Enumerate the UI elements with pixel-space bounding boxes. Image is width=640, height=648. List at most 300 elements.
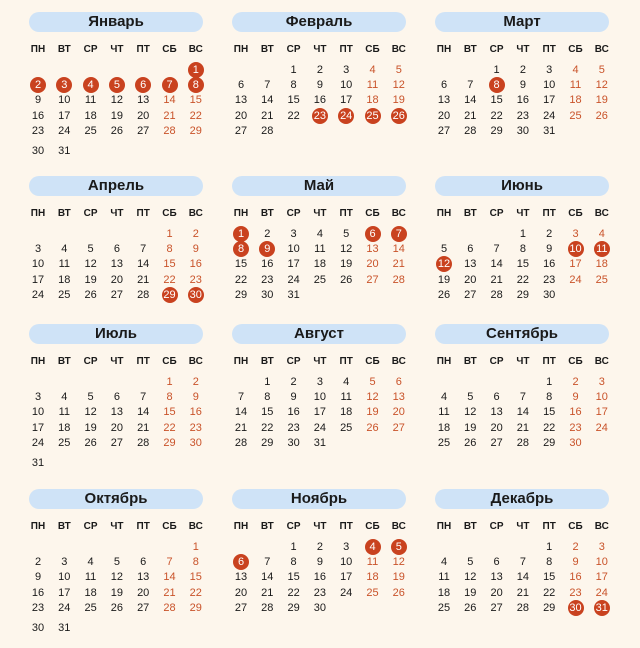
weekday-label: ВТ [57, 208, 71, 219]
calendar-day: 25 [366, 586, 379, 599]
calendar-day: 30 [543, 288, 556, 301]
calendar-day: 21 [163, 586, 176, 599]
calendar-day: 21 [516, 586, 530, 599]
weekday-label: ВТ [260, 44, 274, 55]
holiday-day: 5 [104, 77, 130, 93]
month-title: Май [232, 176, 406, 196]
holiday-day: 23 [307, 108, 333, 124]
weekday-label: ВС [594, 44, 609, 55]
calendar-day: 5 [87, 243, 94, 256]
calendar-day: 21 [464, 109, 477, 122]
holiday-day: 9 [254, 241, 280, 257]
holiday-day: 7 [386, 226, 412, 242]
holiday-day: 7 [157, 77, 183, 93]
calendar-day: 20 [110, 421, 124, 434]
weekday-label: ЧТ [313, 44, 327, 55]
calendar-day: 6 [493, 556, 500, 569]
calendar-day: 9 [192, 243, 199, 256]
calendar-day: 13 [110, 258, 124, 271]
calendar-day: 18 [437, 586, 451, 599]
holiday-day: 31 [589, 600, 615, 616]
calendar-day: 13 [490, 571, 503, 584]
calendar-day: 30 [261, 288, 274, 301]
weekday-label: ВС [391, 208, 406, 219]
calendar-day: 23 [261, 273, 274, 286]
month-title: Июль [29, 324, 203, 344]
calendar-day: 20 [464, 273, 477, 286]
calendar-day: 2 [192, 376, 199, 388]
weekday-label: ЧТ [516, 356, 530, 367]
calendar-day: 22 [287, 109, 300, 122]
calendar-day: 29 [189, 124, 202, 137]
month-title: Декабрь [435, 489, 609, 509]
calendar-day: 1 [519, 228, 526, 240]
calendar-day: 11 [438, 406, 450, 419]
weekday-label: ЧТ [313, 521, 327, 532]
weekday-label: ПН [233, 208, 249, 219]
calendar-day: 16 [31, 586, 45, 599]
calendar-day: 19 [392, 571, 405, 584]
weekday-label: СР [83, 44, 98, 55]
calendar-day: 22 [234, 273, 248, 286]
calendar-day: 21 [261, 586, 274, 599]
calendar-day: 3 [316, 376, 323, 388]
holiday-day: 8 [484, 77, 510, 93]
calendar-day: 9 [316, 556, 323, 569]
weekday-label: СБ [365, 521, 380, 532]
calendar-day: 6 [493, 391, 500, 404]
calendar-day: 9 [572, 556, 579, 569]
weekday-label: ВС [391, 521, 406, 532]
weekday-label: ЧТ [110, 44, 124, 55]
weekday-label: ВТ [463, 521, 477, 532]
weekday-label: ПТ [136, 521, 150, 532]
calendar-day: 17 [31, 421, 45, 434]
calendar-day: 12 [84, 406, 97, 419]
calendar-day: 13 [464, 258, 477, 271]
calendar-day: 25 [437, 601, 451, 614]
calendar-day: 19 [595, 94, 608, 107]
calendar-day: 5 [598, 64, 605, 76]
calendar-day: 14 [261, 571, 274, 584]
weekday-label: ВС [391, 44, 406, 55]
calendar-day: 17 [340, 571, 353, 584]
calendar-day: 4 [343, 376, 350, 388]
calendar-day: 3 [343, 541, 350, 553]
calendar-day: 11 [84, 571, 97, 584]
calendar-day: 11 [569, 79, 582, 92]
weekday-label: ЧТ [516, 521, 530, 532]
calendar-day: 23 [569, 421, 582, 434]
calendar-day: 11 [84, 94, 97, 107]
calendar-day: 22 [490, 109, 503, 122]
calendar-day: 13 [137, 571, 150, 584]
weekday-label: ПН [30, 356, 46, 367]
calendar-day: 23 [31, 601, 45, 614]
calendar-day: 28 [261, 124, 274, 137]
holiday-day: 1 [183, 62, 209, 78]
calendar-day: 10 [543, 79, 556, 92]
calendar-day: 21 [137, 421, 150, 434]
calendar-day: 20 [137, 109, 150, 122]
weekday-label: СБ [365, 208, 380, 219]
calendar-day: 17 [58, 109, 71, 122]
calendar-day: 19 [110, 109, 124, 122]
calendar-day: 20 [437, 109, 451, 122]
calendar-day: 21 [234, 421, 248, 434]
calendar-day: 17 [313, 406, 327, 419]
calendar-day: 24 [287, 273, 300, 286]
calendar-day: 15 [261, 406, 274, 419]
calendar-day: 3 [34, 391, 42, 404]
calendar-day: 6 [395, 376, 402, 388]
weekday-label: ПН [30, 521, 46, 532]
calendar-day: 31 [543, 124, 556, 137]
calendar-day: 18 [84, 586, 97, 599]
calendar-day: 16 [516, 94, 530, 107]
weekday-label: ЧТ [110, 208, 124, 219]
calendar-day: 26 [84, 436, 97, 449]
calendar-day: 10 [31, 258, 45, 271]
calendar-day: 5 [113, 556, 120, 569]
calendar-day: 28 [137, 288, 150, 301]
calendar-day: 22 [189, 586, 202, 599]
calendar-day: 25 [437, 436, 451, 449]
calendar-day: 14 [516, 406, 530, 419]
calendar-day: 12 [84, 258, 97, 271]
calendar-day: 24 [543, 109, 556, 122]
calendar-day: 17 [595, 406, 608, 419]
calendar-day: 2 [316, 541, 323, 553]
calendar-day: 8 [264, 391, 271, 404]
calendar-day: 16 [189, 406, 202, 419]
calendar-day: 29 [234, 288, 248, 301]
calendar-day: 8 [166, 391, 173, 404]
calendar-day: 5 [440, 243, 448, 256]
calendar-day: 15 [234, 258, 248, 271]
weekday-label: ВС [188, 356, 203, 367]
holiday-day: 25 [360, 108, 386, 124]
calendar-day: 18 [58, 273, 71, 286]
calendar-day: 20 [234, 586, 248, 599]
calendar-day: 10 [58, 571, 71, 584]
weekday-label: СБ [365, 356, 380, 367]
holiday-day: 2 [25, 77, 51, 93]
calendar-day: 27 [110, 288, 124, 301]
calendar-day: 26 [366, 421, 379, 434]
calendar-day: 18 [84, 109, 97, 122]
weekday-label: ПТ [542, 44, 556, 55]
weekday-label: ЧТ [110, 521, 124, 532]
calendar-day: 23 [31, 124, 45, 137]
calendar-day: 29 [516, 288, 530, 301]
calendar-day: 17 [287, 258, 300, 271]
calendar-day: 18 [58, 421, 71, 434]
weekday-label: ПТ [339, 208, 353, 219]
weekday-label: ВС [594, 521, 609, 532]
holiday-day: 4 [78, 77, 104, 93]
calendar-day: 25 [569, 109, 582, 122]
calendar-day: 16 [31, 109, 45, 122]
calendar-day: 28 [234, 436, 248, 449]
calendar-day: 1 [546, 541, 553, 553]
calendar-day: 9 [192, 391, 199, 404]
calendar-day: 22 [516, 273, 530, 286]
calendar-day: 28 [516, 436, 530, 449]
weekday-label: ВТ [463, 356, 477, 367]
weekday-label: ВС [594, 208, 609, 219]
calendar-day: 26 [595, 109, 608, 122]
calendar-day: 17 [569, 258, 582, 271]
calendar-day: 9 [546, 243, 553, 256]
calendar-day: 24 [31, 288, 45, 301]
calendar-day: 13 [392, 391, 405, 404]
holiday-day: 30 [563, 600, 589, 616]
weekday-label: СБ [365, 44, 380, 55]
calendar-day: 12 [110, 571, 124, 584]
calendar-day: 22 [287, 586, 300, 599]
calendar-day: 21 [392, 258, 405, 271]
calendar-day: 30 [189, 436, 202, 449]
calendar-day: 26 [392, 586, 405, 599]
calendar-day: 27 [137, 601, 150, 614]
calendar-day: 8 [192, 556, 199, 569]
calendar-day: 5 [87, 391, 94, 404]
calendar-day: 26 [437, 288, 451, 301]
month-title: Ноябрь [232, 489, 406, 509]
calendar-day: 30 [313, 601, 327, 614]
calendar-day: 27 [110, 436, 124, 449]
calendar-day: 1 [166, 376, 173, 388]
calendar-day: 8 [519, 243, 526, 256]
calendar-day: 1 [264, 376, 271, 388]
calendar-day: 28 [392, 273, 405, 286]
calendar-day: 4 [87, 556, 94, 569]
weekday-label: ЧТ [516, 208, 530, 219]
calendar-day: 3 [598, 541, 605, 553]
calendar-day: 11 [58, 258, 70, 271]
calendar-day: 24 [58, 601, 71, 614]
calendar-day: 5 [395, 64, 402, 76]
calendar-day: 19 [84, 421, 97, 434]
calendar-day: 12 [392, 79, 405, 92]
calendar-day: 8 [290, 556, 297, 569]
calendar-day: 15 [490, 94, 503, 107]
calendar-day: 4 [572, 64, 579, 76]
weekday-label: ПН [436, 208, 452, 219]
month-title: Февраль [232, 12, 406, 32]
month-title: Август [232, 324, 406, 344]
weekday-label: СБ [162, 208, 177, 219]
calendar-day: 9 [519, 79, 526, 92]
weekday-label: СБ [162, 44, 177, 55]
calendar-day: 25 [58, 436, 71, 449]
calendar-day: 11 [366, 556, 379, 569]
calendar-day: 7 [237, 391, 245, 404]
calendar-day: 22 [261, 421, 274, 434]
calendar-day: 29 [287, 601, 300, 614]
weekday-label: ВТ [463, 208, 477, 219]
calendar-day: 20 [234, 109, 248, 122]
calendar-day: 14 [261, 94, 274, 107]
calendar-day: 24 [569, 273, 582, 286]
calendar-day: 2 [34, 556, 42, 569]
calendar-day: 25 [58, 288, 71, 301]
calendar-day: 19 [110, 586, 124, 599]
calendar-day: 7 [519, 391, 526, 404]
calendar-day: 16 [313, 571, 327, 584]
calendar-day: 2 [546, 228, 553, 240]
weekday-label: ПТ [339, 521, 353, 532]
calendar-day: 27 [392, 421, 405, 434]
calendar-day: 4 [440, 391, 448, 404]
calendar-day: 14 [163, 94, 176, 107]
calendar-day: 23 [543, 273, 556, 286]
holiday-day: 4 [360, 539, 386, 555]
calendar-day: 16 [287, 406, 300, 419]
weekday-label: ВТ [260, 356, 274, 367]
calendar-day: 1 [290, 541, 297, 553]
calendar-day: 3 [34, 243, 42, 256]
calendar-day: 4 [61, 391, 68, 404]
calendar-day: 13 [234, 571, 248, 584]
calendar-day: 24 [340, 586, 353, 599]
calendar-day: 11 [438, 571, 450, 584]
calendar-day: 24 [313, 421, 327, 434]
calendar-day: 25 [84, 124, 97, 137]
weekday-label: СР [489, 44, 504, 55]
calendar-day: 12 [595, 79, 608, 92]
calendar-day: 21 [261, 109, 274, 122]
weekday-label: ПН [233, 521, 249, 532]
weekday-label: ПТ [339, 356, 353, 367]
calendar-day: 31 [313, 436, 327, 449]
calendar-day: 15 [189, 571, 202, 584]
calendar-day: 13 [366, 243, 379, 256]
calendar-day: 3 [546, 64, 553, 76]
calendar-day: 14 [516, 571, 530, 584]
calendar-day: 19 [84, 273, 97, 286]
calendar-day: 1 [546, 376, 553, 388]
calendar-day: 14 [234, 406, 248, 419]
calendar-day: 29 [261, 436, 274, 449]
calendar-day: 5 [467, 556, 474, 569]
calendar-day: 3 [290, 228, 297, 240]
calendar-day: 10 [58, 94, 71, 107]
calendar-day: 16 [569, 571, 582, 584]
month-title: Сентябрь [435, 324, 609, 344]
calendar-day: 7 [519, 556, 526, 569]
weekday-label: ПН [436, 356, 452, 367]
month-title: Январь [29, 12, 203, 32]
calendar-day: 26 [464, 601, 477, 614]
weekday-label: ВТ [260, 521, 274, 532]
month-title: Июнь [435, 176, 609, 196]
weekday-label: СР [489, 208, 504, 219]
calendar-day: 22 [543, 586, 556, 599]
calendar-day: 6 [467, 243, 474, 256]
calendar-day: 27 [234, 601, 248, 614]
calendar-day: 17 [595, 571, 608, 584]
calendar-day: 4 [440, 556, 448, 569]
calendar-day: 19 [366, 406, 379, 419]
calendar-day: 25 [340, 421, 353, 434]
calendar-day: 19 [464, 586, 477, 599]
calendar-day: 12 [110, 94, 124, 107]
calendar-day: 27 [437, 124, 451, 137]
calendar-day: 15 [287, 571, 300, 584]
calendar-day: 2 [290, 376, 297, 388]
calendar-day: 3 [343, 64, 350, 76]
calendar-day: 18 [569, 94, 582, 107]
weekday-label: ПТ [542, 521, 556, 532]
calendar-day: 29 [543, 436, 556, 449]
calendar-day: 4 [61, 243, 68, 256]
calendar-day: 25 [595, 273, 608, 286]
weekday-label: ВТ [57, 521, 71, 532]
calendar-day: 27 [490, 436, 503, 449]
calendar-day: 30 [287, 436, 300, 449]
weekday-label: ВТ [260, 208, 274, 219]
weekday-label: ВС [188, 208, 203, 219]
calendar-day: 10 [340, 556, 353, 569]
calendar-day: 28 [516, 601, 530, 614]
calendar-day: 9 [34, 94, 42, 107]
holiday-day: 6 [360, 226, 386, 242]
calendar-day: 7 [140, 243, 147, 256]
calendar-day: 27 [490, 601, 503, 614]
calendar-day: 19 [340, 258, 353, 271]
calendar-day: 9 [34, 571, 42, 584]
weekday-label: СР [489, 521, 504, 532]
calendar-day: 8 [546, 556, 553, 569]
holiday-day: 6 [130, 77, 156, 93]
calendar-day: 20 [490, 421, 503, 434]
calendar-day: 5 [369, 376, 376, 388]
calendar-day: 14 [137, 258, 150, 271]
weekday-label: ВТ [57, 44, 71, 55]
weekday-label: ВС [188, 44, 203, 55]
calendar-day: 9 [572, 391, 579, 404]
calendar-day: 4 [316, 228, 323, 240]
holiday-day: 6 [228, 554, 254, 570]
weekday-label: ВС [391, 356, 406, 367]
weekday-label: СР [489, 356, 504, 367]
holiday-day: 29 [157, 287, 183, 303]
holiday-day: 24 [333, 108, 359, 124]
calendar-day: 15 [287, 94, 300, 107]
calendar-day: 18 [366, 571, 379, 584]
calendar-day: 7 [467, 79, 474, 92]
calendar-day: 7 [140, 391, 147, 404]
weekday-label: СР [83, 356, 98, 367]
calendar-day: 29 [490, 124, 503, 137]
calendar-day: 6 [440, 79, 448, 92]
calendar-day: 20 [110, 273, 124, 286]
calendar-day: 28 [163, 601, 176, 614]
calendar-day: 11 [314, 243, 326, 256]
calendar-day: 11 [366, 79, 379, 92]
calendar-day: 1 [166, 228, 173, 240]
calendar-day: 29 [189, 601, 202, 614]
weekday-label: СБ [568, 356, 583, 367]
calendar-day: 23 [516, 109, 530, 122]
weekday-label: ЧТ [516, 44, 530, 55]
holiday-day: 8 [183, 77, 209, 93]
weekday-label: ПТ [136, 208, 150, 219]
calendar-day: 28 [137, 436, 150, 449]
calendar-day: 28 [490, 288, 503, 301]
